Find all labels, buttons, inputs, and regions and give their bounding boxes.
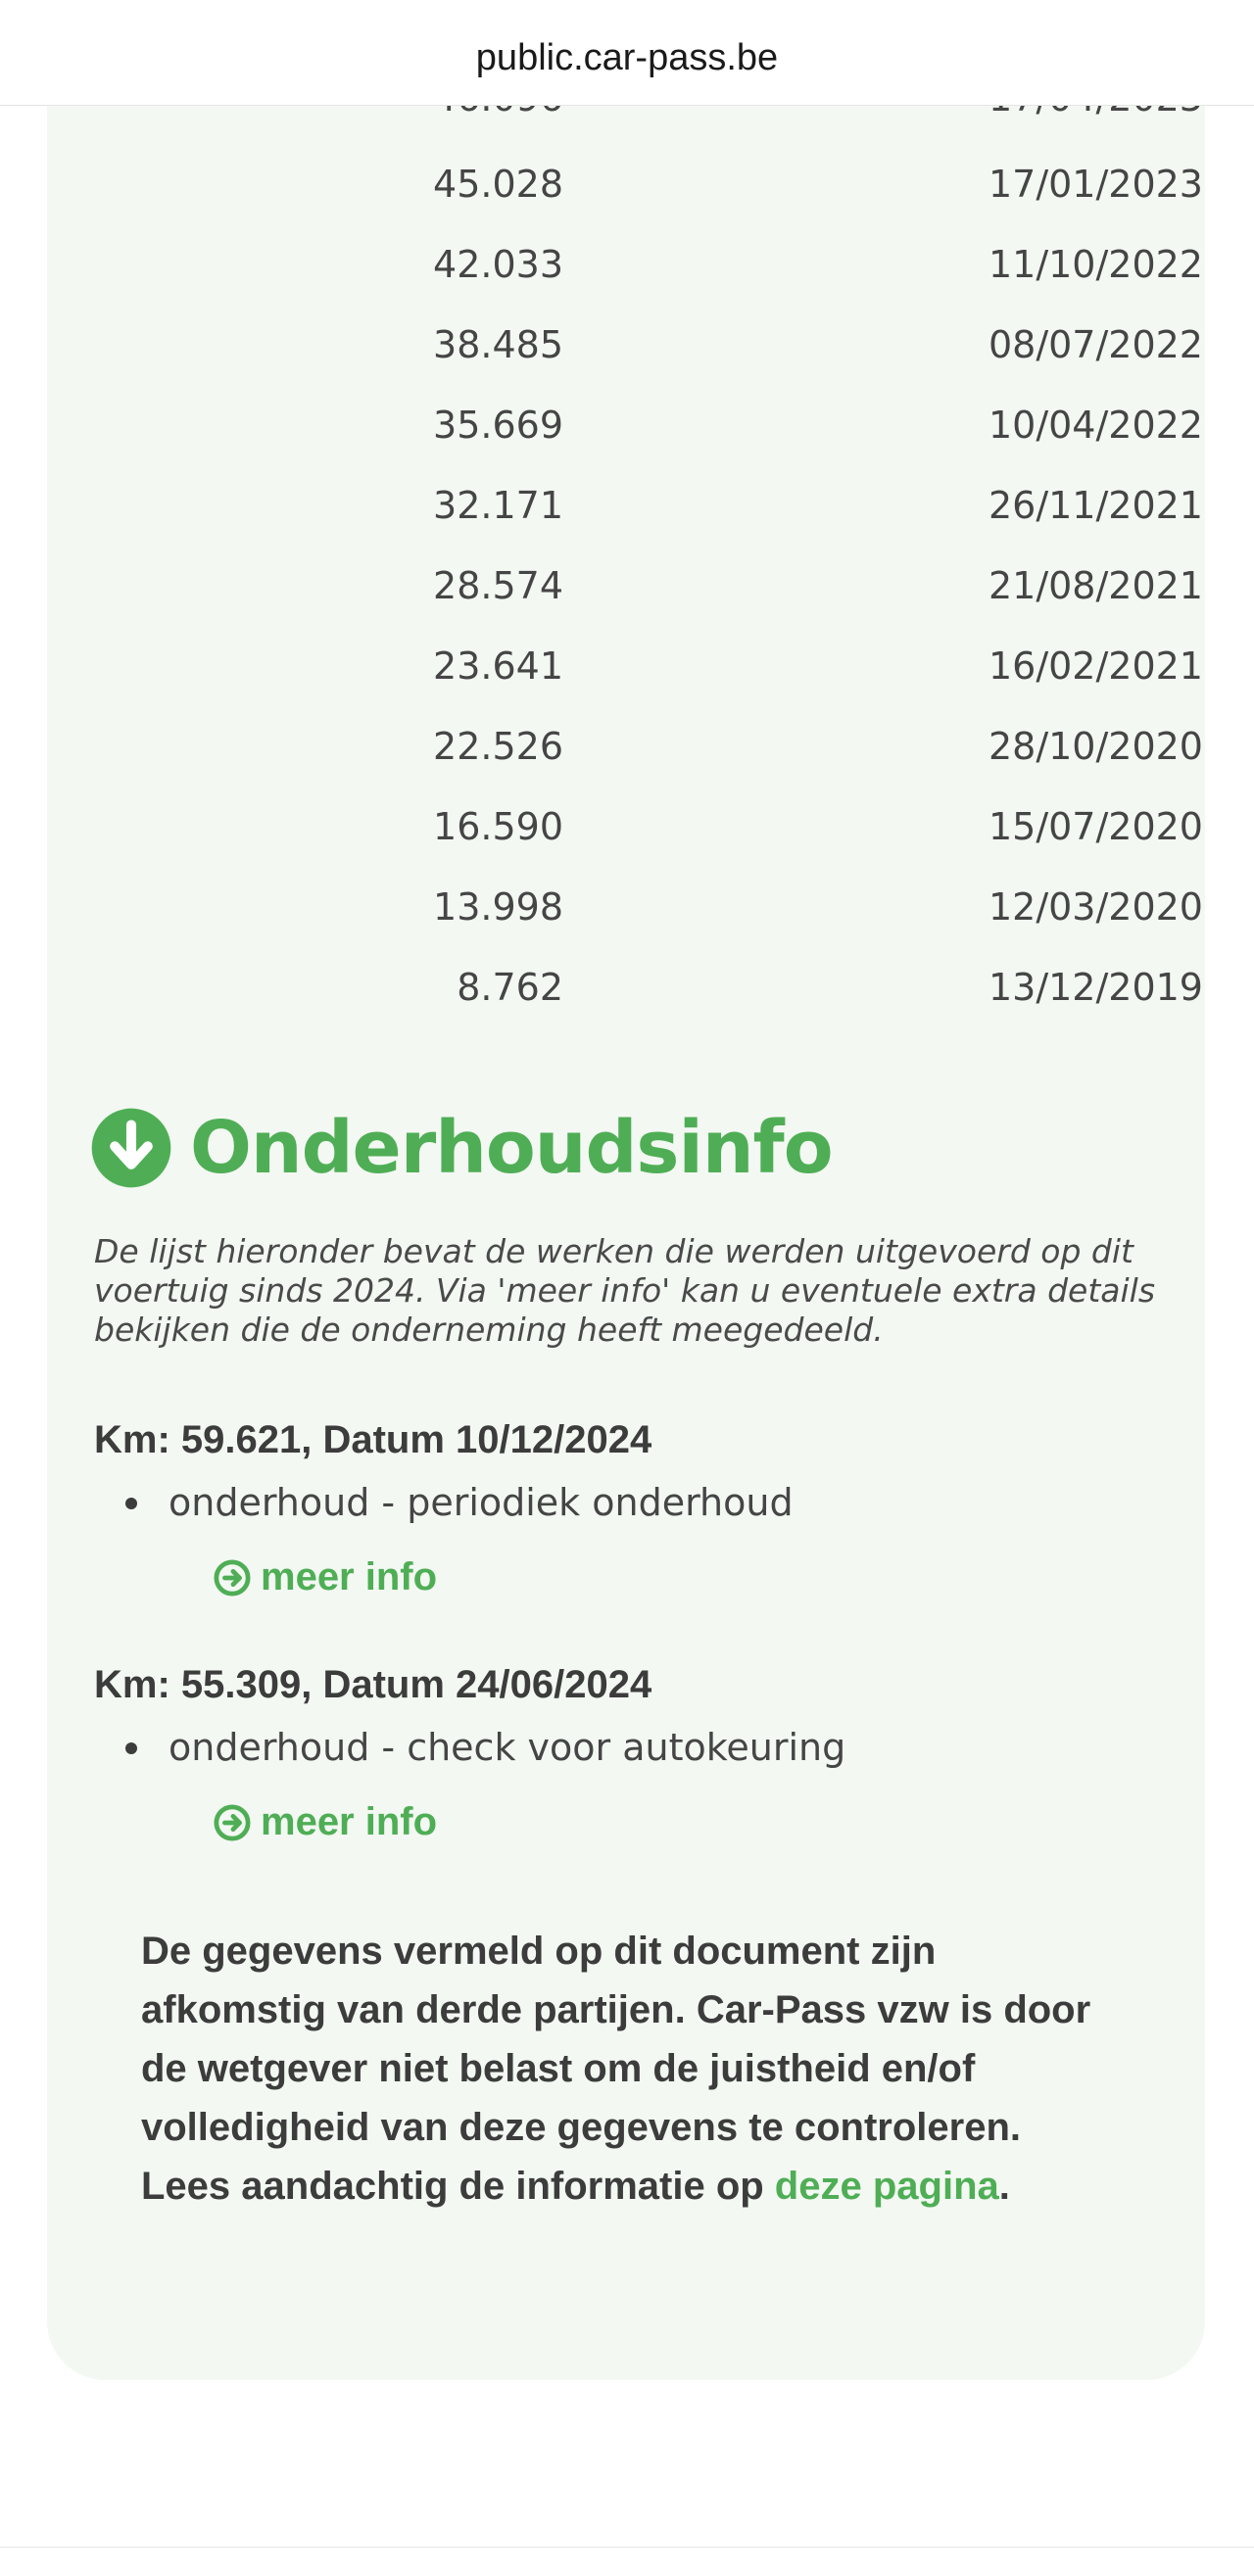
km-value: 28.574: [433, 564, 563, 607]
table-row: [0, 163, 1254, 221]
maintenance-entry-title: Km: 59.621, Datum 10/12/2024: [94, 1418, 652, 1461]
km-value: 35.669: [433, 404, 563, 447]
more-info-link[interactable]: [214, 1800, 437, 1844]
km-date: 13/12/2019: [988, 966, 1203, 1009]
more-info-label[interactable]: meer info: [261, 1800, 438, 1843]
divider: [0, 2547, 1254, 2548]
km-value: 38.485: [433, 323, 563, 366]
arrow-right-circle-icon: [214, 1559, 251, 1597]
table-row: [0, 484, 1254, 543]
more-info-label[interactable]: meer info: [261, 1555, 438, 1598]
maintenance-entry-item: [169, 1726, 845, 1769]
info-page-link[interactable]: deze pagina: [774, 2165, 999, 2208]
section-intro: De lijst hieronder bevat de werken die werden uitgevoerd op dit voertuig sinds 2024. Via 'meer info' kan u eventuele extra details bekijken die de onderneming heeft meegedeeld.: [94, 1232, 1156, 1349]
bullet-icon: [125, 1498, 137, 1509]
table-row: [0, 725, 1254, 784]
km-date: 28/10/2020: [988, 725, 1203, 768]
table-row: [0, 564, 1254, 623]
disclaimer: [141, 1922, 1121, 2216]
km-date: 12/03/2020: [988, 885, 1203, 929]
km-value: 8.762: [457, 966, 563, 1009]
disclaimer-text: De gegevens vermeld op dit document zijn afkomstig van derde partijen. Car-Pass vzw is door de wetgever niet belast om de juistheid en/of volledigheid van deze gegevens te controleren. Lees aandachtig de informatie op: [141, 1930, 1091, 2208]
table-row: [0, 644, 1254, 703]
km-value: 23.641: [433, 644, 563, 688]
km-value: 45.028: [433, 163, 563, 206]
table-row: [0, 966, 1254, 1025]
km-date: 10/04/2022: [988, 404, 1203, 447]
arrow-right-circle-icon: [214, 1804, 251, 1841]
km-value: 16.590: [433, 805, 563, 848]
table-row: [0, 404, 1254, 462]
maintenance-entry-item: [169, 1481, 794, 1524]
table-row: [0, 243, 1254, 302]
section-title: Onderhoudsinfo: [190, 1106, 833, 1190]
url-text[interactable]: public.car-pass.be: [475, 37, 779, 78]
km-date: 15/07/2020: [988, 805, 1203, 848]
table-row: [0, 885, 1254, 944]
bullet-icon: [125, 1742, 137, 1754]
km-value: 22.526: [433, 725, 563, 768]
km-date: 08/07/2022: [988, 323, 1203, 366]
km-date: 16/02/2021: [988, 644, 1203, 688]
km-value: 13.998: [433, 885, 563, 929]
km-date: 21/08/2021: [988, 564, 1203, 607]
maintenance-entry-title: Km: 55.309, Datum 24/06/2024: [94, 1663, 652, 1706]
entry-item-text: onderhoud - periodiek onderhoud: [169, 1481, 794, 1524]
km-date: 11/10/2022: [988, 243, 1203, 286]
more-info-link[interactable]: [214, 1555, 437, 1599]
browser-url-bar[interactable]: [0, 0, 1254, 106]
km-date: 17/01/2023: [988, 163, 1203, 206]
table-row: [0, 805, 1254, 864]
table-row: [0, 323, 1254, 382]
disclaimer-end: .: [998, 2165, 1010, 2208]
section-heading: [90, 1099, 833, 1197]
entry-item-text: onderhoud - check voor autokeuring: [169, 1726, 846, 1769]
km-value: 32.171: [433, 484, 563, 527]
arrow-down-circle-icon: [90, 1107, 172, 1189]
km-date: 26/11/2021: [988, 484, 1203, 527]
km-value: 42.033: [433, 243, 563, 286]
